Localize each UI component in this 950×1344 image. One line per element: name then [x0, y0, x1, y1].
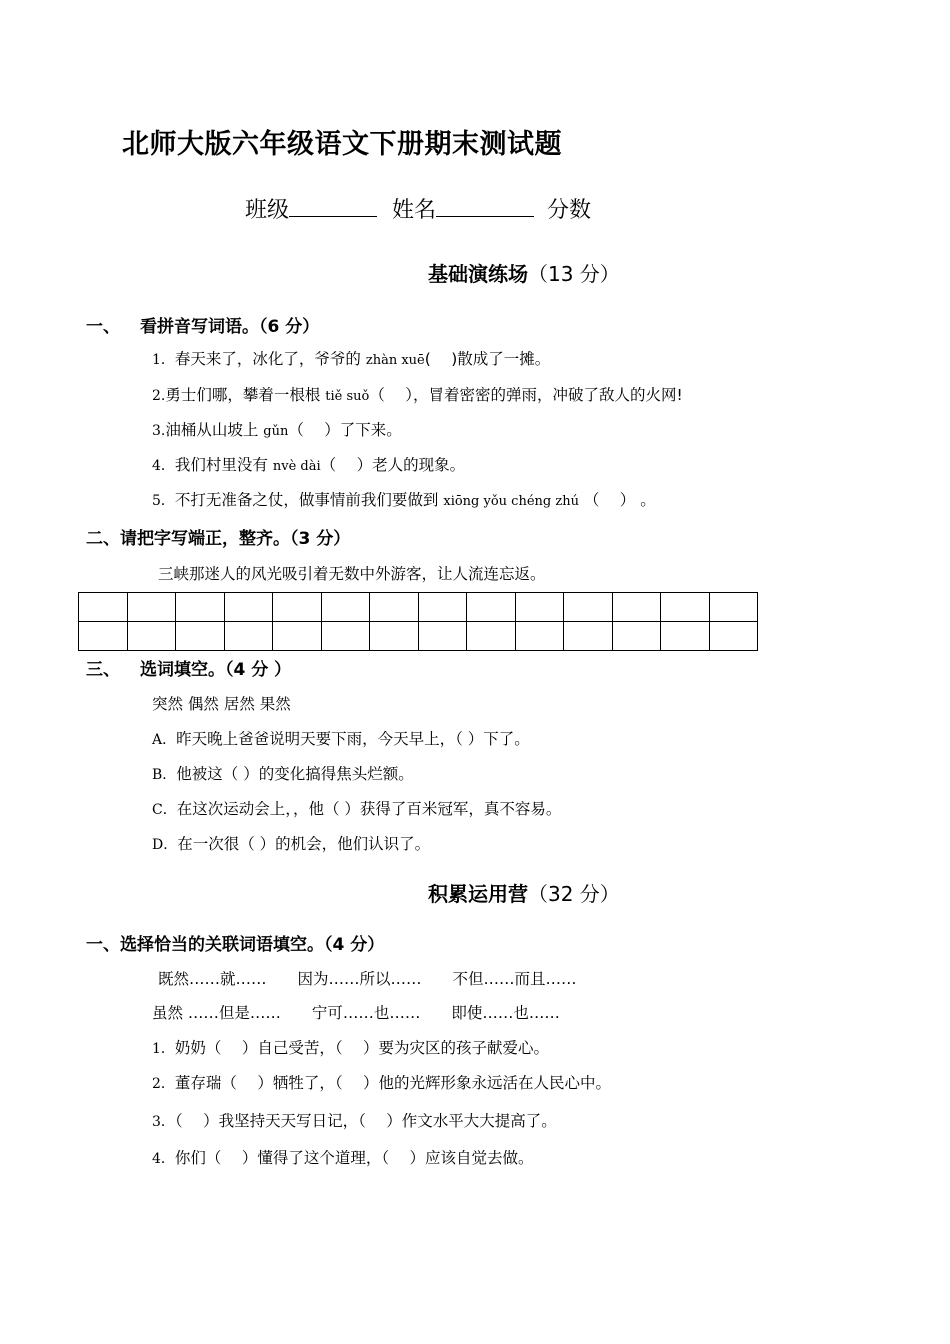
conjunction-options-row1: 既然……就…… 因为……所以…… 不但……而且…… [158, 970, 577, 988]
part1-heading: 基础演练场（13 分） [428, 262, 620, 286]
copy-sentence: 三峡那迷人的风光吸引着无数中外游客，让人流连忘返。 [158, 565, 546, 583]
question-number: 3． [152, 1114, 175, 1130]
question-text[interactable]: 他被这（ ）的变化搞得焦头烂额。 [176, 765, 414, 783]
grid-row [79, 622, 758, 651]
name-label: 姓名 [392, 198, 437, 223]
grid-cell[interactable] [515, 622, 564, 651]
question-text: 不打无准备之仗，做事情前我们要做到 [174, 491, 444, 509]
question-text[interactable]: 在一次很（ ）的机会，他们认识了。 [177, 835, 431, 853]
class-label: 班级 [245, 198, 290, 223]
section3-heading: 三、 选词填空。（4 分 ） [86, 660, 292, 680]
grid-cell[interactable] [515, 593, 564, 622]
part2-heading: 积累运用营（32 分） [428, 882, 620, 906]
grid-cell[interactable] [370, 593, 419, 622]
grid-cell[interactable] [273, 593, 322, 622]
question-text: 春天来了，冰化了，爷爷的 [174, 350, 366, 368]
question-text: 油桶从山坡上 [165, 421, 264, 439]
word-options: 突然 偶然 居然 果然 [152, 695, 291, 713]
grid-cell[interactable] [127, 593, 176, 622]
pinyin: zhàn xuē [365, 353, 425, 368]
pinyin-question [152, 488, 656, 510]
answer-blank[interactable]: （ ） 。 [578, 491, 656, 509]
pinyin-question [152, 453, 465, 475]
answer-blank[interactable]: （ ），冒着密密的弹雨，冲破了敌人的火网! [369, 386, 683, 404]
question-number: 1． [152, 352, 175, 368]
grid-cell[interactable] [612, 622, 661, 651]
question-number: 1． [152, 1041, 175, 1057]
grid-cell[interactable] [661, 593, 710, 622]
question-number: 4． [152, 1151, 175, 1167]
pinyin: gǔn [263, 424, 289, 439]
grid-cell[interactable] [612, 593, 661, 622]
question-number: D． [152, 837, 178, 853]
grid-cell[interactable] [709, 593, 758, 622]
pinyin: xiōng yǒu chéng zhú [443, 494, 579, 509]
grid-cell[interactable] [79, 622, 128, 651]
question-number: A． [152, 732, 177, 748]
conjunction-question [152, 1071, 611, 1093]
question-text[interactable]: （ ）我坚持天天写日记，（ ）作文水平大大提高了。 [174, 1112, 557, 1130]
student-info-line [245, 193, 591, 224]
grid-cell[interactable] [224, 622, 273, 651]
grid-cell[interactable] [176, 593, 225, 622]
section1-heading: 一、 看拼音写词语。（6 分） [86, 317, 320, 337]
conjunction-question [152, 1036, 549, 1058]
section2-heading: 二、请把字写端正，整齐。（3 分） [86, 529, 351, 549]
question-number: 3. [152, 423, 166, 439]
grid-cell[interactable] [467, 593, 516, 622]
question-text: 勇士们哪，攀着一根根 [165, 386, 326, 404]
grid-cell[interactable] [176, 622, 225, 651]
question-number: 4． [152, 458, 175, 474]
grid-cell[interactable] [370, 622, 419, 651]
section4-heading: 一、选择恰当的关联词语填空。（4 分） [86, 935, 385, 955]
question-text[interactable]: 在这次运动会上，，他（ ）获得了百米冠军，真不容易。 [176, 800, 562, 818]
grid-row [79, 593, 758, 622]
pinyin-question [152, 383, 683, 405]
class-blank[interactable] [289, 194, 377, 217]
pinyin: nvè dài [272, 459, 321, 474]
question-text[interactable]: 董存瑞（ ）牺牲了，（ ）他的光辉形象永远活在人民心中。 [174, 1074, 612, 1092]
grid-cell[interactable] [661, 622, 710, 651]
question-number: C． [152, 802, 177, 818]
answer-blank[interactable]: （ ）老人的现象。 [320, 456, 466, 474]
fill-word-question [152, 797, 561, 819]
grid-cell[interactable] [564, 622, 613, 651]
grid-cell[interactable] [709, 622, 758, 651]
question-text[interactable]: 昨天晚上爸爸说明天要下雨，今天早上，（ ）下了。 [176, 730, 530, 748]
score-label: 分数 [547, 198, 592, 223]
grid-cell[interactable] [467, 622, 516, 651]
fill-word-question [152, 832, 430, 854]
question-text[interactable]: 你们（ ）懂得了这个道理，（ ）应该自觉去做。 [174, 1149, 534, 1167]
grid-cell[interactable] [79, 593, 128, 622]
grid-cell[interactable] [321, 622, 370, 651]
answer-blank[interactable]: （ ）了下来。 [288, 421, 402, 439]
grid-cell[interactable] [564, 593, 613, 622]
grid-cell[interactable] [418, 622, 467, 651]
pinyin: tiě suǒ [325, 389, 370, 404]
answer-blank[interactable]: ( )散成了一摊。 [424, 350, 551, 368]
pinyin-question [152, 418, 402, 440]
conjunction-question [152, 1109, 557, 1131]
grid-cell[interactable] [127, 622, 176, 651]
question-text: 我们村里没有 [174, 456, 273, 474]
grid-cell[interactable] [418, 593, 467, 622]
question-number: B． [152, 767, 177, 783]
page-title: 北师大版六年级语文下册期末测试题 [122, 129, 562, 160]
question-text[interactable]: 奶奶（ ）自己受苦，（ ）要为灾区的孩子献爱心。 [174, 1039, 550, 1057]
question-number: 2. [152, 388, 166, 404]
conjunction-options-row2: 虽然 ……但是…… 宁可……也…… 即使……也…… [152, 1004, 560, 1022]
grid-cell[interactable] [273, 622, 322, 651]
fill-word-question [152, 727, 530, 749]
name-blank[interactable] [436, 194, 534, 217]
grid-cell[interactable] [224, 593, 273, 622]
conjunction-question [152, 1146, 534, 1168]
question-number: 5． [152, 493, 175, 509]
grid-cell[interactable] [321, 593, 370, 622]
fill-word-question [152, 762, 414, 784]
question-number: 2． [152, 1076, 175, 1092]
writing-grid [78, 592, 758, 651]
pinyin-question [152, 347, 550, 369]
